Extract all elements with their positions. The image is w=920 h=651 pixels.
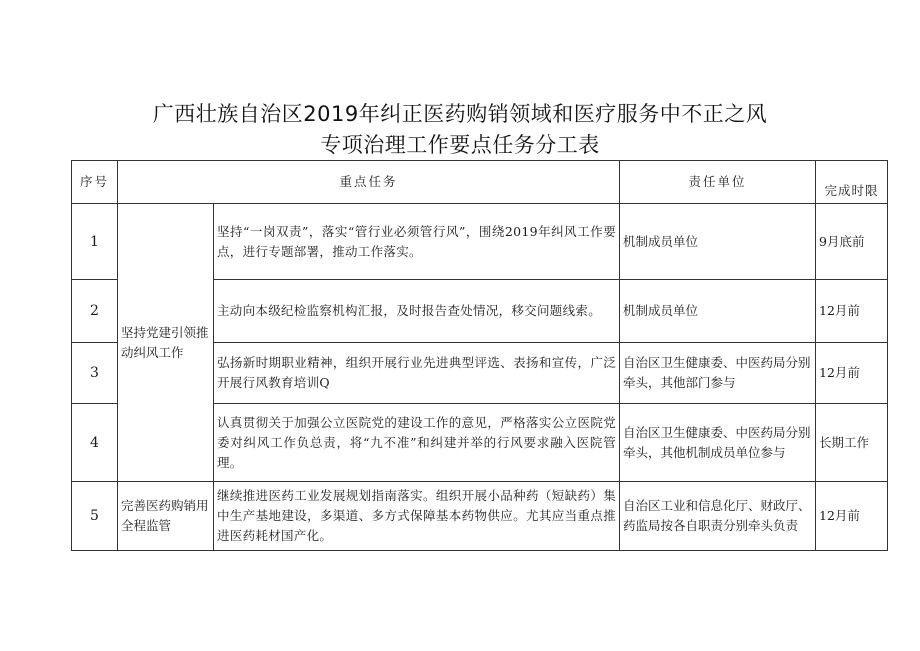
category-cell: 完善医药购销用全程监管 [118, 482, 214, 551]
table-header-row [72, 161, 888, 204]
row-number: 4 [72, 404, 118, 482]
deadline-cell: 12月前 [816, 280, 888, 343]
task-cell: 主动向本级纪检监察机构汇报，及时报告查处情况，移交问题线索。 [214, 280, 620, 343]
row-number: 1 [72, 204, 118, 280]
task-cell: 继续推进医药工业发展规划指南落实。组织开展小品种药（短缺药）集中生产基地建设，多渠道、多方式保障基本药物供应。尤其应当重点推进医药耗材国产化。 [214, 482, 620, 551]
row-number: 2 [72, 280, 118, 343]
deadline-cell: 12月前 [816, 482, 888, 551]
task-cell: 坚持“一岗双责”，落实“管行业必须管行风”，围绕2019年纠风工作要点，进行专题部署，推动工作落实。 [214, 204, 620, 280]
task-cell: 弘扬新时期职业精神，组织开展行业先进典型评选、表扬和宣传，广泛开展行风教育培训Q [214, 343, 620, 404]
task-cell: 认真贯彻关于加强公立医院党的建设工作的意见，严格落实公立医院党委对纠风工作负总责，将“九不准”和纠建并举的行风要求融入医院管理。 [214, 404, 620, 482]
header-no: 序号 [72, 161, 118, 204]
header-deadline: 完成时限 [816, 161, 888, 204]
document-title-line2: 专项治理工作要点任务分工表 [320, 133, 600, 157]
unit-cell: 自治区卫生健康委、中医药局分别牵头，其他部门参与 [620, 343, 816, 404]
deadline-cell: 长期工作 [816, 404, 888, 482]
table-row [72, 482, 888, 551]
row-number: 3 [72, 343, 118, 404]
table-row [72, 204, 888, 280]
row-number: 5 [72, 482, 118, 551]
header-unit: 责任单位 [620, 161, 816, 204]
deadline-cell: 12月前 [816, 343, 888, 404]
unit-cell: 机制成员单位 [620, 280, 816, 343]
unit-cell: 机制成员单位 [620, 204, 816, 280]
unit-cell: 自治区工业和信息化厅、财政厅、药监局按各自职责分别牵头负责 [620, 482, 816, 551]
category-cell: 坚持党建引领推动纠风工作 [118, 204, 214, 482]
deadline-cell: 9月底前 [816, 204, 888, 280]
header-task: 重点任务 [118, 161, 620, 204]
document-title-line1: 广西壮族自治区2019年纠正医药购销领域和医疗服务中不正之风 [152, 102, 768, 126]
task-table [71, 160, 888, 551]
unit-cell: 自治区卫生健康委、中医药局分别牵头，其他机制成员单位参与 [620, 404, 816, 482]
